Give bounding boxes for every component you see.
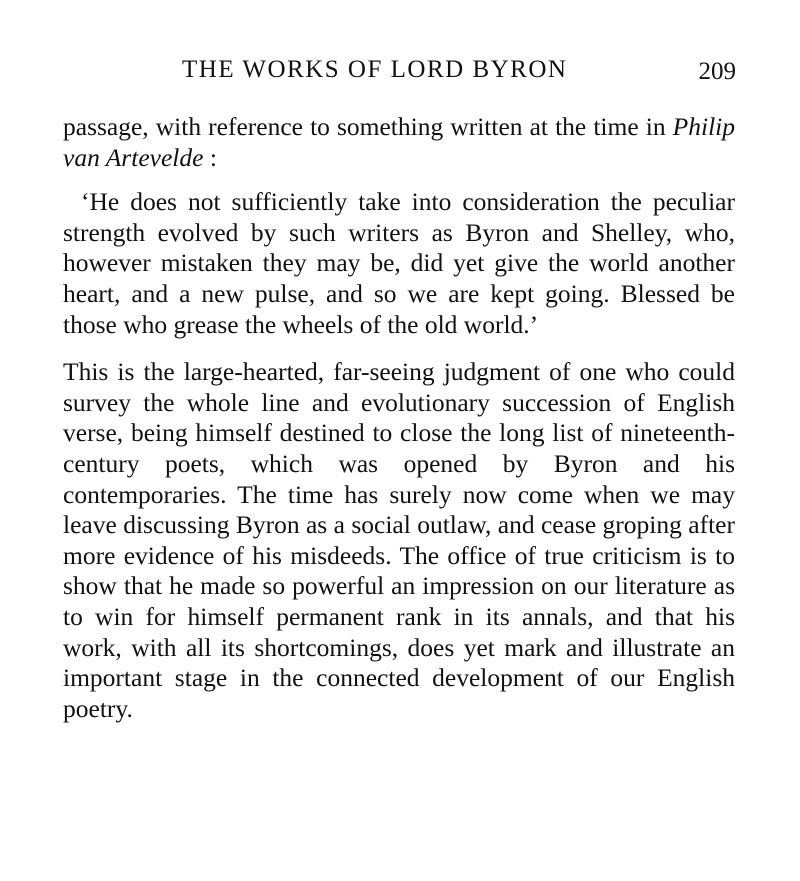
page-number: 209	[698, 58, 736, 85]
intro-end: :	[203, 142, 217, 172]
quoted-passage: ‘He does not sufficiently take into consideration the peculiar strength evolved by such writers as Byron and Shelley, who, however mistaken they may be, did yet give the world another heart, and a new pulse, and so we are kept going. Blessed be those who grease the wheels of the old world.’	[63, 187, 735, 339]
body-text	[63, 112, 735, 724]
intro-text: passage, with reference to something written at the time in	[63, 112, 673, 141]
intro-work-title: Philip van Artevelde	[63, 112, 735, 172]
concluding-paragraph: This is the large-hearted, far-seeing judgment of one who could survey the whole line and evolutionary succession of English verse, being himself destined to close the long list of nineteenth-century poets, which was opened by Byron and his contemporaries. The time has surely now come when we may leave discussing Byron as a social outlaw, and cease groping after more evidence of his misdeeds. The office of true criticism is to show that he made so powerful an impression on our literature as to win for himself permanent rank in its annals, and that his work, with all its shortcomings, does yet mark and illustrate an important stage in the connected development of our English poetry.	[63, 357, 735, 723]
running-title: THE WORKS OF LORD BYRON	[182, 56, 568, 83]
running-header	[62, 56, 736, 92]
intro-paragraph	[63, 112, 735, 173]
